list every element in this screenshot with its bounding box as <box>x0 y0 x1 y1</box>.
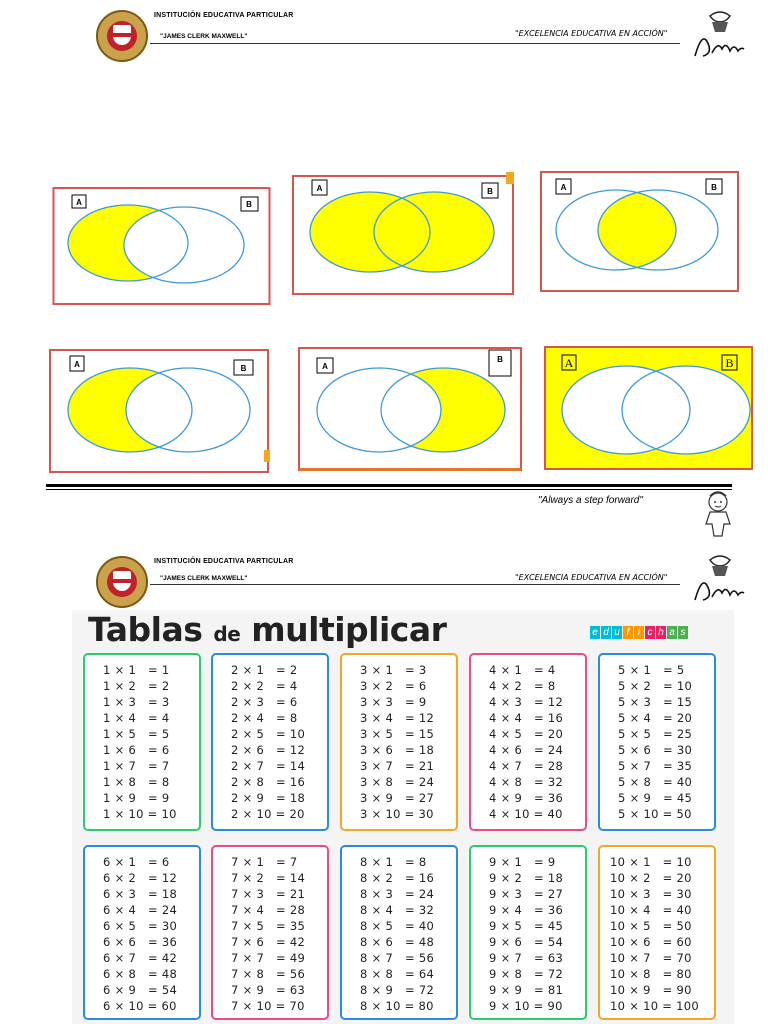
edufichas-letter: e <box>590 626 600 639</box>
venn-label-b: B <box>240 364 247 373</box>
table-row: 1 × 3 = 3 <box>103 695 170 709</box>
table-row: 7 × 9 = 63 <box>231 983 306 997</box>
table-row: 9 × 10 = 90 <box>489 999 563 1013</box>
venn-label-b: B <box>725 356 734 370</box>
title-word-2: multiplicar <box>251 610 447 649</box>
table-row: 5 × 1 = 5 <box>618 663 685 677</box>
table-row: 8 × 4 = 32 <box>360 903 435 917</box>
table-row: 10 × 7 = 70 <box>610 951 692 965</box>
table-row: 7 × 4 = 28 <box>231 903 306 917</box>
table-row: 3 × 1 = 3 <box>360 663 427 677</box>
table-row: 10 × 9 = 90 <box>610 983 692 997</box>
table-row: 4 × 9 = 36 <box>489 791 564 805</box>
venn-label-a: A <box>322 362 328 371</box>
page-separator-thin <box>46 489 732 490</box>
table-row: 1 × 6 = 6 <box>103 743 170 757</box>
table-row: 4 × 1 = 4 <box>489 663 556 677</box>
table-row: 10 × 3 = 30 <box>610 887 692 901</box>
table-row: 3 × 8 = 24 <box>360 775 435 789</box>
table-row: 7 × 5 = 35 <box>231 919 306 933</box>
venn-diagram-3 <box>540 171 740 293</box>
table-row: 6 × 10 = 60 <box>103 999 177 1013</box>
multiplication-tables-poster <box>72 610 734 1024</box>
table-row: 4 × 5 = 20 <box>489 727 564 741</box>
table-row: 7 × 3 = 21 <box>231 887 306 901</box>
venn-diagram-4 <box>46 346 274 476</box>
table-row: 9 × 3 = 27 <box>489 887 564 901</box>
table-row: 9 × 8 = 72 <box>489 967 564 981</box>
table-row: 4 × 10 = 40 <box>489 807 563 821</box>
table-row: 1 × 4 = 4 <box>103 711 170 725</box>
page-header-top <box>0 6 768 66</box>
table-row: 8 × 3 = 24 <box>360 887 435 901</box>
school-seal-icon <box>96 10 148 62</box>
edufichas-letter: a <box>667 626 677 639</box>
cartoon-boy-icon <box>700 490 736 538</box>
table-row: 1 × 8 = 8 <box>103 775 170 789</box>
table-row: 9 × 5 = 45 <box>489 919 564 933</box>
table-3-box <box>340 653 458 831</box>
venn-label-a: A <box>76 198 82 207</box>
edufichas-letter: u <box>612 626 622 639</box>
table-row: 6 × 3 = 18 <box>103 887 178 901</box>
school-name: "JAMES CLERK MAXWELL" <box>160 575 248 582</box>
edufichas-logo <box>590 626 688 639</box>
school-motto: "EXCELENCIA EDUCATIVA EN ACCIÓN" <box>515 573 668 582</box>
signature-crest-icon <box>690 552 750 607</box>
footer-slogan: "Always a step forward" <box>538 495 643 506</box>
table-row: 6 × 2 = 12 <box>103 871 178 885</box>
venn-label-a: A <box>316 184 323 193</box>
table-row: 2 × 9 = 18 <box>231 791 306 805</box>
school-motto: "EXCELENCIA EDUCATIVA EN ACCIÓN" <box>515 29 668 38</box>
table-row: 5 × 7 = 35 <box>618 759 693 773</box>
edufichas-letter: h <box>656 626 666 639</box>
table-row: 2 × 10 = 20 <box>231 807 305 821</box>
table-row: 7 × 1 = 7 <box>231 855 298 869</box>
table-row: 4 × 3 = 12 <box>489 695 564 709</box>
signature-crest-icon <box>690 8 750 63</box>
table-row: 9 × 2 = 18 <box>489 871 564 885</box>
page-header-bottom <box>0 552 768 612</box>
tables-title <box>88 610 446 649</box>
institution-label: INSTITUCIÓN EDUCATIVA PARTICULAR <box>154 558 294 565</box>
table-row: 7 × 10 = 70 <box>231 999 305 1013</box>
table-row: 7 × 6 = 42 <box>231 935 306 949</box>
venn-label-b: B <box>487 187 493 196</box>
table-row: 10 × 8 = 80 <box>610 967 692 981</box>
table-row: 3 × 5 = 15 <box>360 727 435 741</box>
table-10-box <box>598 845 716 1020</box>
table-row: 5 × 5 = 25 <box>618 727 693 741</box>
table-row: 10 × 5 = 50 <box>610 919 692 933</box>
table-row: 1 × 5 = 5 <box>103 727 170 741</box>
venn-diagram-2 <box>292 172 518 296</box>
venn-label-b: B <box>711 183 717 192</box>
table-row: 7 × 7 = 49 <box>231 951 306 965</box>
table-row: 1 × 10 = 10 <box>103 807 177 821</box>
edufichas-letter: f <box>623 626 633 639</box>
table-5-box <box>598 653 716 831</box>
table-row: 8 × 7 = 56 <box>360 951 435 965</box>
table-row: 10 × 10 = 100 <box>610 999 700 1013</box>
school-seal-icon <box>96 556 148 608</box>
header-rule <box>150 584 680 585</box>
edufichas-letter: c <box>645 626 655 639</box>
venn-label-a: A <box>74 360 80 369</box>
table-row: 1 × 7 = 7 <box>103 759 170 773</box>
table-row: 5 × 8 = 40 <box>618 775 693 789</box>
table-row: 8 × 10 = 80 <box>360 999 434 1013</box>
table-row: 9 × 9 = 81 <box>489 983 564 997</box>
table-row: 9 × 1 = 9 <box>489 855 556 869</box>
table-row: 3 × 3 = 9 <box>360 695 427 709</box>
table-6-box <box>83 845 201 1020</box>
title-word-1: Tablas <box>88 610 203 649</box>
table-row: 6 × 4 = 24 <box>103 903 178 917</box>
table-row: 2 × 1 = 2 <box>231 663 298 677</box>
edufichas-letter: i <box>634 626 644 639</box>
table-row: 4 × 8 = 32 <box>489 775 564 789</box>
table-4-box <box>469 653 587 831</box>
table-row: 9 × 6 = 54 <box>489 935 564 949</box>
table-row: 3 × 2 = 6 <box>360 679 427 693</box>
table-row: 5 × 3 = 15 <box>618 695 693 709</box>
school-name: "JAMES CLERK MAXWELL" <box>160 33 248 40</box>
table-9-box <box>469 845 587 1020</box>
table-row: 9 × 7 = 63 <box>489 951 564 965</box>
table-row: 10 × 1 = 10 <box>610 855 692 869</box>
institution-label: INSTITUCIÓN EDUCATIVA PARTICULAR <box>154 12 294 19</box>
table-1-box <box>83 653 201 831</box>
table-row: 8 × 8 = 64 <box>360 967 435 981</box>
venn-diagram-5 <box>297 346 525 472</box>
venn-label-b: B <box>246 200 252 209</box>
table-row: 7 × 2 = 14 <box>231 871 306 885</box>
table-row: 4 × 2 = 8 <box>489 679 556 693</box>
table-row: 2 × 3 = 6 <box>231 695 298 709</box>
venn-diagram-1 <box>52 186 272 306</box>
page-separator <box>46 484 732 487</box>
table-row: 6 × 6 = 36 <box>103 935 178 949</box>
table-row: 10 × 4 = 40 <box>610 903 692 917</box>
edufichas-letter: s <box>678 626 688 639</box>
table-7-box <box>211 845 329 1020</box>
table-row: 8 × 5 = 40 <box>360 919 435 933</box>
table-row: 4 × 7 = 28 <box>489 759 564 773</box>
table-row: 2 × 8 = 16 <box>231 775 306 789</box>
table-8-box <box>340 845 458 1020</box>
table-row: 1 × 1 = 1 <box>103 663 170 677</box>
venn-diagram-6 <box>544 346 754 470</box>
table-row: 8 × 6 = 48 <box>360 935 435 949</box>
table-row: 3 × 7 = 21 <box>360 759 435 773</box>
table-row: 1 × 9 = 9 <box>103 791 170 805</box>
table-row: 2 × 5 = 10 <box>231 727 306 741</box>
edufichas-letter: d <box>601 626 611 639</box>
table-row: 8 × 2 = 16 <box>360 871 435 885</box>
table-row: 2 × 2 = 4 <box>231 679 298 693</box>
table-row: 3 × 10 = 30 <box>360 807 434 821</box>
table-row: 8 × 9 = 72 <box>360 983 435 997</box>
table-row: 5 × 6 = 30 <box>618 743 693 757</box>
table-row: 9 × 4 = 36 <box>489 903 564 917</box>
table-row: 2 × 4 = 8 <box>231 711 298 725</box>
table-row: 7 × 8 = 56 <box>231 967 306 981</box>
table-row: 6 × 9 = 54 <box>103 983 178 997</box>
table-row: 5 × 10 = 50 <box>618 807 692 821</box>
venn-label-b: B <box>497 355 503 364</box>
table-row: 3 × 6 = 18 <box>360 743 435 757</box>
table-row: 10 × 6 = 60 <box>610 935 692 949</box>
table-row: 6 × 5 = 30 <box>103 919 178 933</box>
table-row: 5 × 2 = 10 <box>618 679 693 693</box>
table-row: 1 × 2 = 2 <box>103 679 170 693</box>
table-row: 2 × 7 = 14 <box>231 759 306 773</box>
table-row: 4 × 6 = 24 <box>489 743 564 757</box>
table-row: 3 × 9 = 27 <box>360 791 435 805</box>
table-row: 5 × 4 = 20 <box>618 711 693 725</box>
table-row: 10 × 2 = 20 <box>610 871 692 885</box>
table-2-box <box>211 653 329 831</box>
venn-label-a: A <box>564 356 574 370</box>
title-word-de: de <box>213 622 241 646</box>
table-row: 6 × 1 = 6 <box>103 855 170 869</box>
table-row: 6 × 7 = 42 <box>103 951 178 965</box>
table-row: 5 × 9 = 45 <box>618 791 693 805</box>
table-row: 4 × 4 = 16 <box>489 711 564 725</box>
header-rule <box>150 43 680 44</box>
venn-label-a: A <box>560 183 567 192</box>
table-row: 3 × 4 = 12 <box>360 711 435 725</box>
table-row: 6 × 8 = 48 <box>103 967 178 981</box>
table-row: 8 × 1 = 8 <box>360 855 427 869</box>
table-row: 2 × 6 = 12 <box>231 743 306 757</box>
